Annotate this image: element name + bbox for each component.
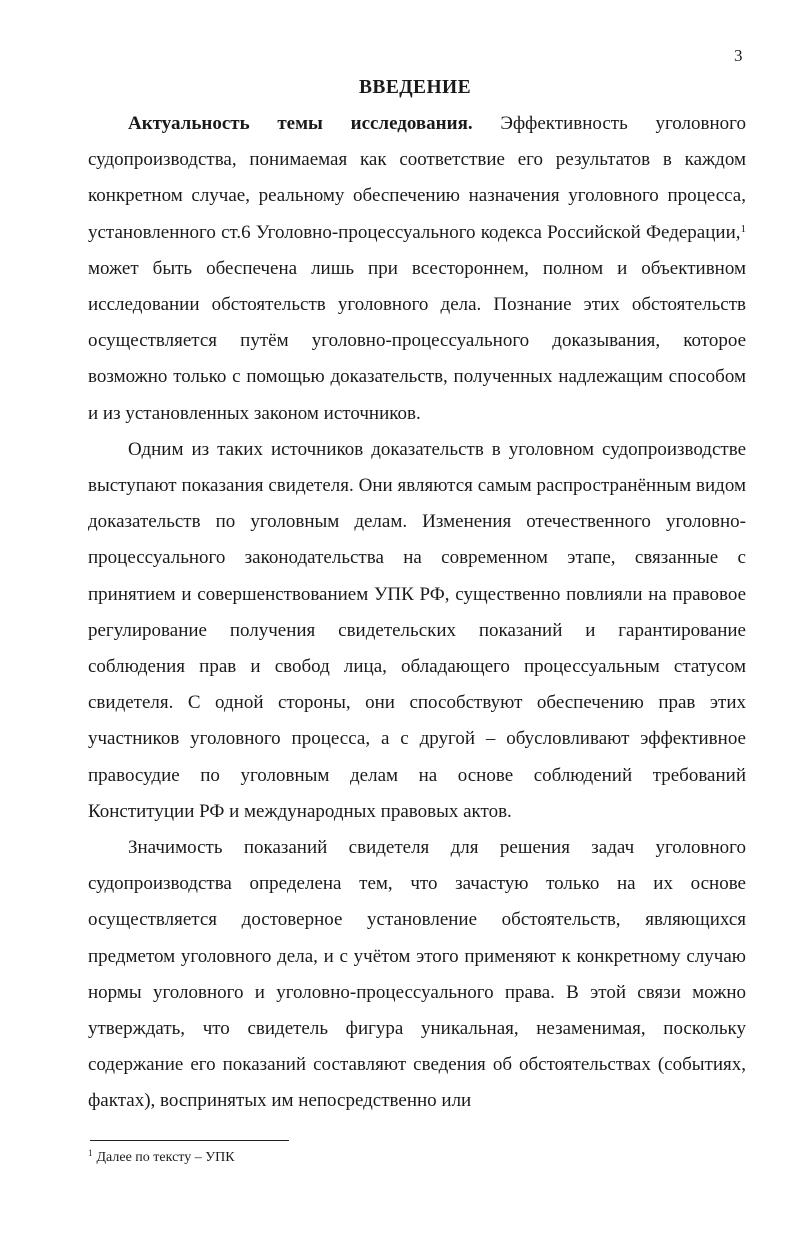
paragraph-relevance	[88, 106, 746, 432]
paragraph-text: Эффективность уголовного судопроизводства, понимаемая как соответствие его результатов в каждом конкретном случае, реальному обеспечению назначения уголовного процесса, установленного ст.6 Уголовно-процессуального кодекса Российской Федерации,	[88, 113, 746, 243]
page-number: 3	[734, 46, 743, 65]
paragraph-sources: Одним из таких источников доказательств в уголовном судопроизводстве выступают показания свидетеля. Они являются самым распространённым видом доказательств по уголовным делам. Изменения отечественного уголовно-процессуального законодательства на современном этапе, связанные с принятием и совершенствованием УПК РФ, существенно повлияли на правовое регулирование получения свидетельских показаний и гарантирование соблюдения прав и свобод лица, обладающего процессуальным статусом свидетеля. С одной стороны, они способствуют обеспечению прав этих участников уголовного процесса, а с другой – обусловливают эффективное правосудие по уголовным делам на основе соблюдений требований Конституции РФ и международных правовых актов.	[88, 438, 746, 822]
paragraph-significance: Значимость показаний свидетеля для решения задач уголовного судопроизводства определена тем, что зачастую только на их основе осуществляется достоверное установление обстоятельств, являющихся предметом уголовного дела, и с учётом этого применяют к конкретному случаю нормы уголовного и уголовно-процессуального права. В этой связи можно утверждать, что свидетель фигура уникальная, незаменимая, поскольку содержание его показаний составляют сведения об обстоятельствах (событиях, фактах), воспринятых им непосредственно или	[88, 837, 746, 1112]
paragraph-lead: Актуальность темы исследования.	[128, 113, 473, 134]
section-heading: ВВЕДЕНИЕ	[359, 77, 471, 98]
footnote-marker: 1	[88, 1148, 93, 1158]
footnote-divider	[90, 1140, 289, 1141]
footnote-text: Далее по тексту – УПК	[96, 1150, 235, 1165]
footnote	[88, 1150, 235, 1166]
body-text	[88, 106, 746, 1120]
footnote-reference: 1	[740, 222, 746, 235]
paragraph-text: может быть обеспечена лишь при всестороннем, полном и объективном исследовании обстоятельств уголовного дела. Познание этих обстоятельств осуществляется путём уголовно-процессуального доказывания, которое возможно только с помощью доказательств, полученных надлежащим способом и из установленных законом источников.	[88, 257, 746, 424]
